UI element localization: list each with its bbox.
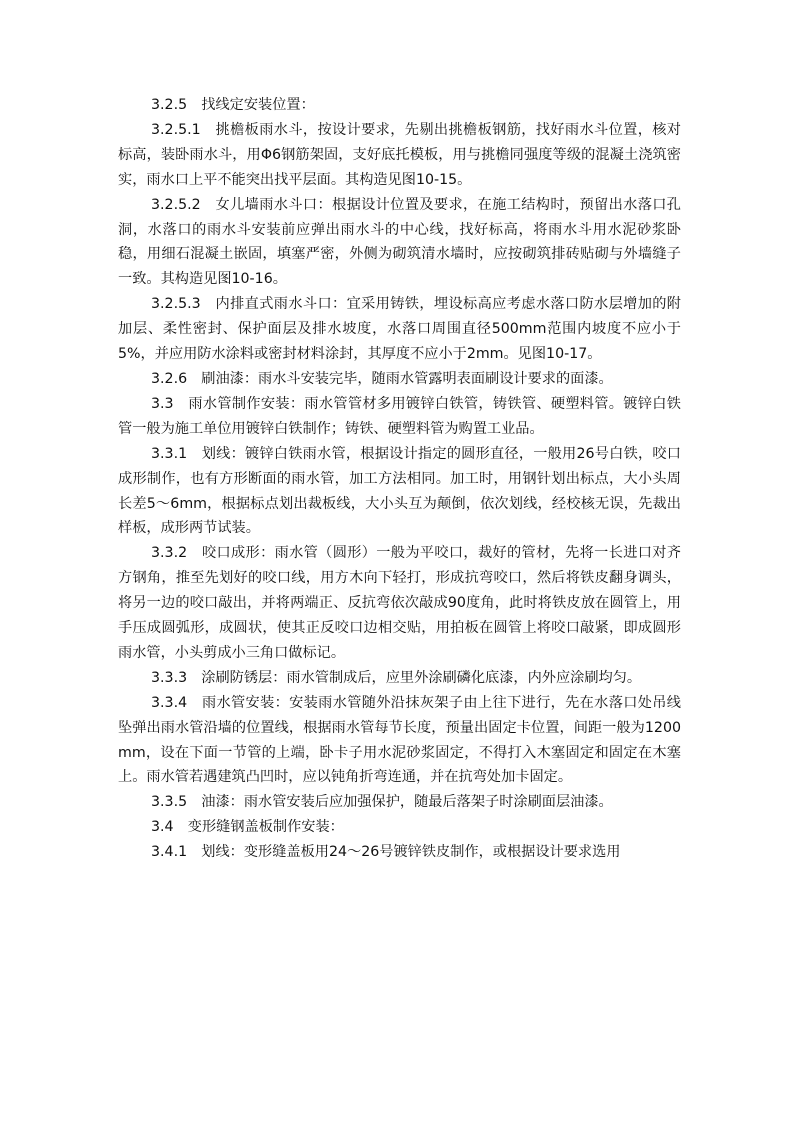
paragraph-3-3-3: 3.3.3 涂刷防锈层：雨水管制成后，应里外涂刷磷化底漆，内外应涂刷均匀。 — [151, 669, 642, 686]
paragraph-3-2-6: 3.2.6 刷油漆：雨水斗安装完毕，随雨水管露明表面刷设计要求的面漆。 — [151, 370, 613, 387]
paragraph-3-2-5-3: 3.2.5.3 内排直式雨水斗口：宜采用铸铁，埋设标高应考虑水落口防水层增加的附加层、柔性密封、保护面层及排水坡度，水落口周围直径500mm范围内坡度不应小于5%，并应用防水涂料或密封材料涂封，其厚度不应小于2mm。见图10-17。 — [118, 296, 681, 363]
document-body — [118, 93, 681, 865]
paragraph-3-3: 3.3 雨水管制作安装：雨水管管材多用镀锌白铁管，铸铁管、硬塑料管。镀锌白铁管一般为施工单位用镀锌白铁制作；铸铁、硬塑料管为购置工业品。 — [118, 395, 681, 437]
paragraph-3-2-5-1: 3.2.5.1 挑檐板雨水斗，按设计要求，先剔出挑檐板钢筋，找好雨水斗位置，核对标高，装卧雨水斗，用Φ6钢筋架固，支好底托模板，用与挑檐同强度等级的混凝土浇筑密实，雨水口上平不能突出找平层面。其构造见图10-15。 — [118, 121, 681, 188]
paragraph-3-3-5: 3.3.5 油漆：雨水管安装后应加强保护，随最后落架子时涂刷面层油漆。 — [151, 794, 613, 811]
paragraph-3-4-1: 3.4.1 划线：变形缝盖板用24～26号镀锌铁皮制作，或根据设计要求选用 — [151, 844, 621, 861]
paragraph-3-2-5: 3.2.5 找线定安装位置： — [151, 97, 315, 113]
paragraph-3-2-5-2: 3.2.5.2 女儿墙雨水斗口：根据设计位置及要求，在施工结构时，预留出水落口孔洞，水落口的雨水斗安装前应弹出雨水斗的中心线，找好标高，将雨水斗用水泥砂浆卧稳，用细石混凝土嵌固，填塞严密，外侧为砌筑清水墙时，应按砌筑排砖贴砌与外墙缝子一致。其构造见图10-16。 — [118, 196, 681, 288]
paragraph-3-3-1: 3.3.1 划线：镀锌白铁雨水管，根据设计指定的圆形直径，一般用26号白铁，咬口成形制作，也有方形断面的雨水管，加工方法相同。加工时，用钢针划出标点，大小头周长差5～6mm，根据标点划出裁板线，大小头互为颠倒，依次划线，经校核无误，先裁出样板，成形两节试装。 — [118, 445, 681, 537]
paragraph-3-3-2: 3.3.2 咬口成形：雨水管（圆形）一般为平咬口，裁好的管材，先将一长进口对齐方钢角，推至先划好的咬口线，用方木向下轻打，形成抗弯咬口，然后将铁皮翻身调头，将另一边的咬口敲出，并将两端正、反抗弯依次敲成90度角，此时将铁皮放在圆管上，用手压成圆弧形，成圆状，使其正反咬口边相交贴，用拍板在圆管上将咬口敲紧，即成圆形雨水管，小头剪成小三角口做标记。 — [118, 545, 681, 661]
paragraph-3-3-4: 3.3.4 雨水管安装：安装雨水管随外沿抹灰架子由上往下进行，先在水落口处吊线坠弹出雨水管沿墙的位置线，根据雨水管每节长度，预量出固定卡位置，间距一般为1200mm，设在下面一节管的上端，卧卡子用水泥砂浆固定，不得打入木塞固定和固定在木塞上。雨水管若遇建筑凸凹时，应以钝角折弯连通，并在抗弯处加卡固定。 — [118, 694, 681, 786]
paragraph-3-4: 3.4 变形缝钢盖板制作安装： — [151, 819, 344, 836]
